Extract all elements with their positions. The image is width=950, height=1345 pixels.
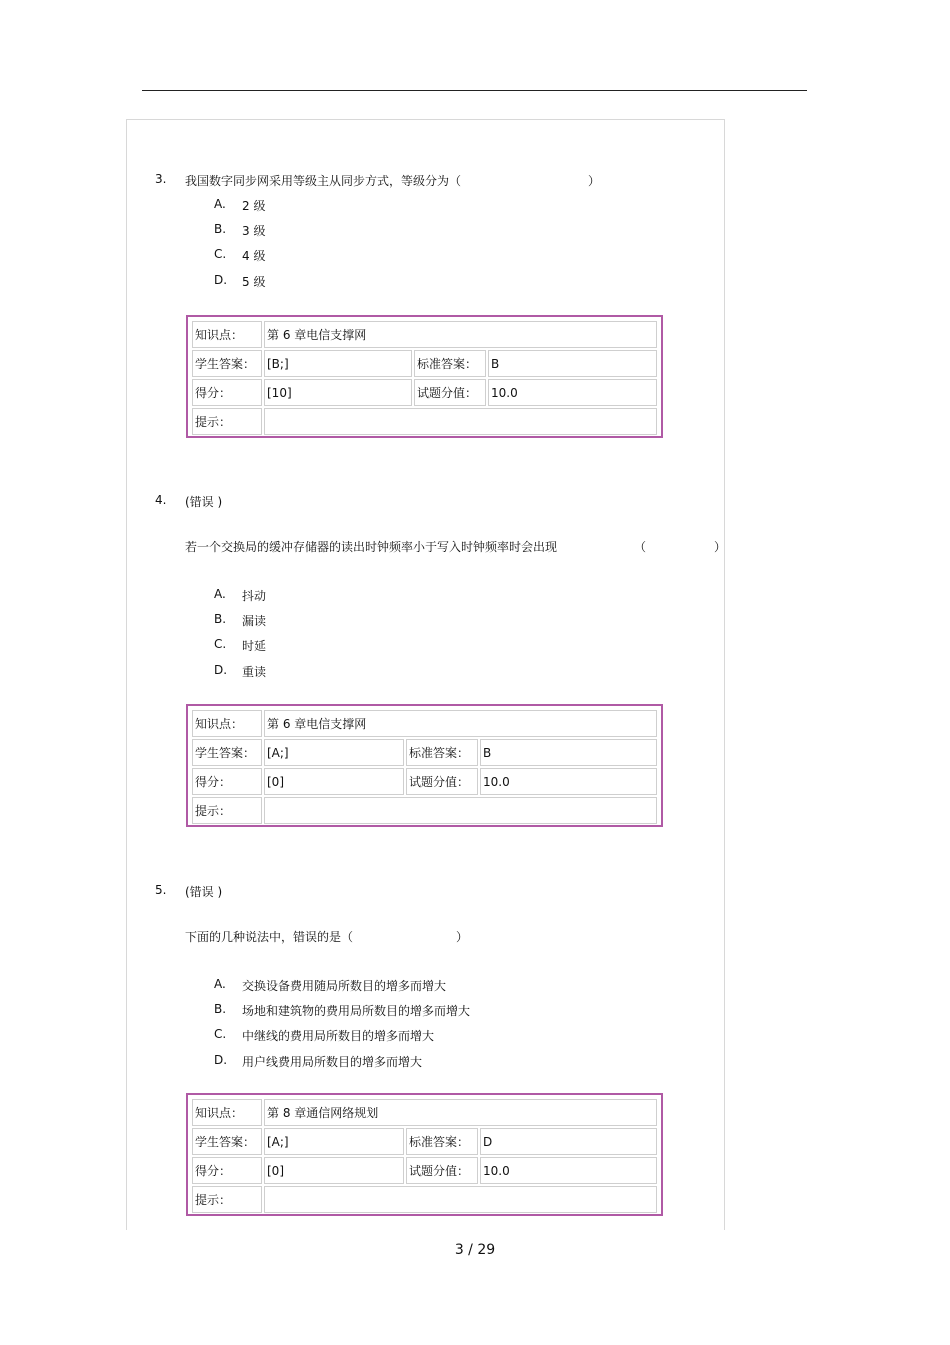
- option-letter: D.: [214, 663, 228, 677]
- hint-value: [264, 1186, 657, 1213]
- standard-answer-label: 标准答案：: [414, 350, 486, 377]
- question-stem: 若一个交换局的缓冲存储器的读出时钟频率小于写入时钟频率时会出现: [185, 540, 558, 554]
- question-status: (错误 ): [185, 495, 223, 509]
- result-table: [186, 1093, 663, 1216]
- option-letter: D.: [214, 1053, 228, 1067]
- student-answer-value: [A;]: [264, 739, 404, 766]
- result-table: [186, 704, 663, 827]
- question-number: 3.: [155, 172, 167, 186]
- question-value-label: 试题分值：: [414, 379, 486, 406]
- score-label: 得分：: [192, 768, 262, 795]
- question-value: 10.0: [488, 379, 657, 406]
- question-stem: 下面的几种说法中，错误的是（: [185, 930, 354, 944]
- score-value: [0]: [264, 768, 404, 795]
- standard-answer-label: 标准答案：: [406, 1128, 478, 1155]
- option-letter: C.: [214, 247, 227, 261]
- knowledge-value: 第 8 章通信网络规划: [264, 1099, 657, 1126]
- knowledge-value: 第 6 章电信支撑网: [264, 710, 657, 737]
- answer-blank-close: ）: [456, 930, 469, 944]
- option-text: 4 级: [242, 249, 266, 263]
- page-number: 3 / 29: [454, 1242, 496, 1258]
- option-letter: C.: [214, 637, 227, 651]
- question-value-label: 试题分值：: [406, 768, 478, 795]
- hint-label: 提示：: [192, 408, 262, 435]
- question-stem: 我国数字同步网采用等级主从同步方式，等级分为（: [185, 174, 462, 188]
- answer-blank-close: ）: [588, 174, 601, 188]
- standard-answer-value: D: [480, 1128, 657, 1155]
- option-letter: B.: [214, 1002, 227, 1016]
- question-value-label: 试题分值：: [406, 1157, 478, 1184]
- hint-label: 提示：: [192, 1186, 262, 1213]
- score-label: 得分：: [192, 1157, 262, 1184]
- hint-label: 提示：: [192, 797, 262, 824]
- score-value: [10]: [264, 379, 412, 406]
- hint-value: [264, 408, 657, 435]
- question-value: 10.0: [480, 1157, 657, 1184]
- question-number: 4.: [155, 493, 167, 507]
- option-letter: C.: [214, 1027, 227, 1041]
- option-text: 漏读: [242, 614, 267, 628]
- knowledge-value: 第 6 章电信支撑网: [264, 321, 657, 348]
- question-status: (错误 ): [185, 885, 223, 899]
- student-answer-value: [B;]: [264, 350, 412, 377]
- answer-blank-open: （: [634, 540, 647, 554]
- option-letter: A.: [214, 587, 226, 601]
- option-text: 中继线的费用局所数目的增多而增大: [242, 1029, 435, 1043]
- option-letter: D.: [214, 273, 228, 287]
- student-answer-label: 学生答案：: [192, 1128, 262, 1155]
- standard-answer-value: B: [480, 739, 657, 766]
- option-text: 场地和建筑物的费用局所数目的增多而增大: [242, 1004, 471, 1018]
- option-letter: B.: [214, 612, 227, 626]
- student-answer-value: [A;]: [264, 1128, 404, 1155]
- result-table: [186, 315, 663, 438]
- score-value: [0]: [264, 1157, 404, 1184]
- option-text: 交换设备费用随局所数目的增多而增大: [242, 979, 447, 993]
- option-text: 时延: [242, 639, 267, 653]
- option-letter: A.: [214, 197, 226, 211]
- option-text: 重读: [242, 665, 267, 679]
- hint-value: [264, 797, 657, 824]
- option-text: 抖动: [242, 589, 267, 603]
- knowledge-label: 知识点：: [192, 1099, 262, 1126]
- knowledge-label: 知识点：: [192, 710, 262, 737]
- student-answer-label: 学生答案：: [192, 350, 262, 377]
- answer-blank-close: ）: [714, 540, 727, 554]
- header-rule: [142, 90, 807, 91]
- standard-answer-value: B: [488, 350, 657, 377]
- knowledge-label: 知识点：: [192, 321, 262, 348]
- standard-answer-label: 标准答案：: [406, 739, 478, 766]
- option-text: 用户线费用局所数目的增多而增大: [242, 1055, 423, 1069]
- question-value: 10.0: [480, 768, 657, 795]
- option-text: 5 级: [242, 275, 266, 289]
- option-text: 3 级: [242, 224, 266, 238]
- option-letter: A.: [214, 977, 226, 991]
- option-letter: B.: [214, 222, 227, 236]
- question-number: 5.: [155, 883, 167, 897]
- option-text: 2 级: [242, 199, 266, 213]
- score-label: 得分：: [192, 379, 262, 406]
- student-answer-label: 学生答案：: [192, 739, 262, 766]
